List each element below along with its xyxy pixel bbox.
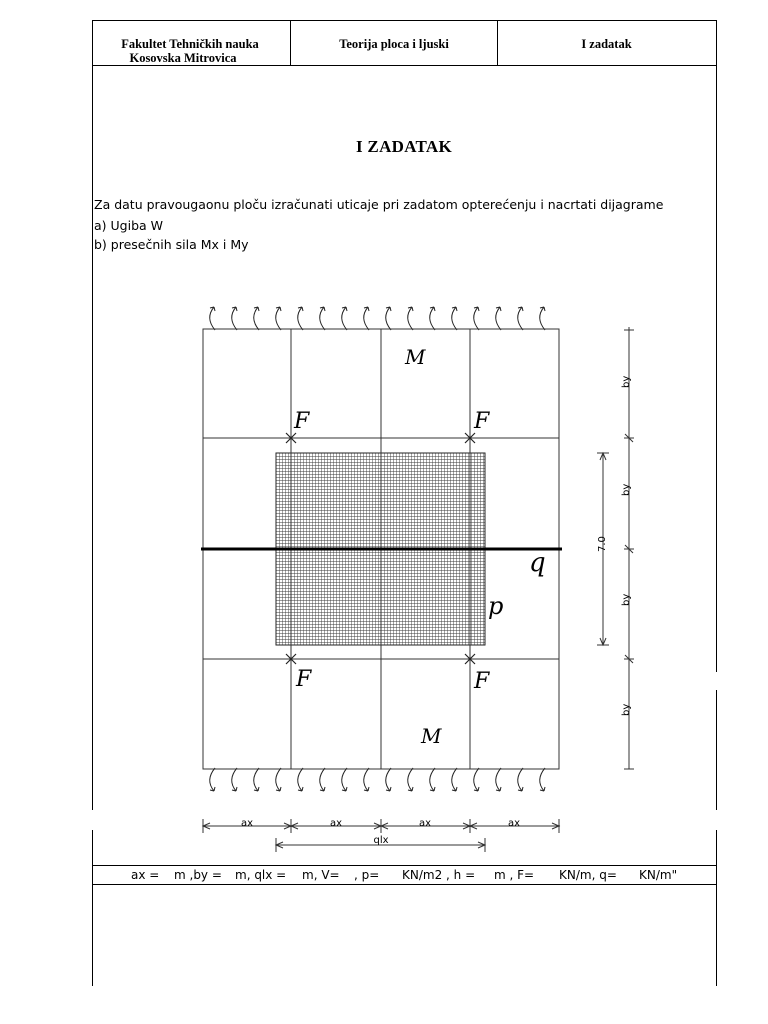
moment-arcs-top (210, 307, 545, 330)
header-course: Teorija ploca i ljuski (339, 37, 449, 51)
task-item-b: b) presečnih sila Mx i My (94, 237, 249, 252)
moment-arcs-bottom (210, 768, 545, 791)
moment-label-bottom: M (421, 724, 442, 748)
line-load-label: q (529, 548, 546, 578)
dim-by-3: by (621, 593, 632, 606)
param-by: m ,by = (174, 868, 222, 882)
dim-ax-3: ax (418, 818, 432, 829)
moment-label-top: M (405, 345, 426, 369)
force-label-tl: F (294, 409, 310, 434)
param-q-unit: KN/m" (639, 868, 678, 882)
faculty-line-1: Fakultet Tehničkih nauka (121, 37, 259, 51)
dim-ax-4: ax (507, 818, 521, 829)
param-p: , p= (354, 868, 380, 882)
dim-by-2: by (621, 483, 632, 496)
page-title: I ZADATAK (355, 137, 453, 156)
param-v: m, V= (302, 868, 340, 882)
area-load-label: p (488, 592, 504, 620)
force-label-tr: F (474, 409, 490, 434)
force-label-bl: F (296, 667, 312, 692)
param-h: KN/m2 , h = (402, 868, 476, 882)
dim-ax-2: ax (329, 818, 343, 829)
dim-qlx: qlx (373, 835, 389, 846)
dim-by-4: by (621, 703, 632, 716)
force-label-br: F (474, 669, 490, 694)
dim-by-1: by (621, 375, 632, 388)
dim-ax-1: ax (240, 818, 254, 829)
dim-vertical-value: 7.0 (597, 536, 608, 552)
param-ax: ax = (131, 868, 160, 882)
param-q: KN/m, q= (559, 868, 617, 882)
faculty-line-2: Kosovska Mitrovica (129, 51, 237, 65)
task-item-a: a) Ugiba W (94, 218, 163, 233)
param-f: m , F= (494, 868, 535, 882)
param-qlx: m, qlx = (235, 868, 287, 882)
header-task-label: I zadatak (581, 37, 632, 51)
task-intro: Za datu pravougaonu ploču izračunati uticaje pri zadatom opterećenju i nacrtati dijagrame (94, 197, 664, 212)
